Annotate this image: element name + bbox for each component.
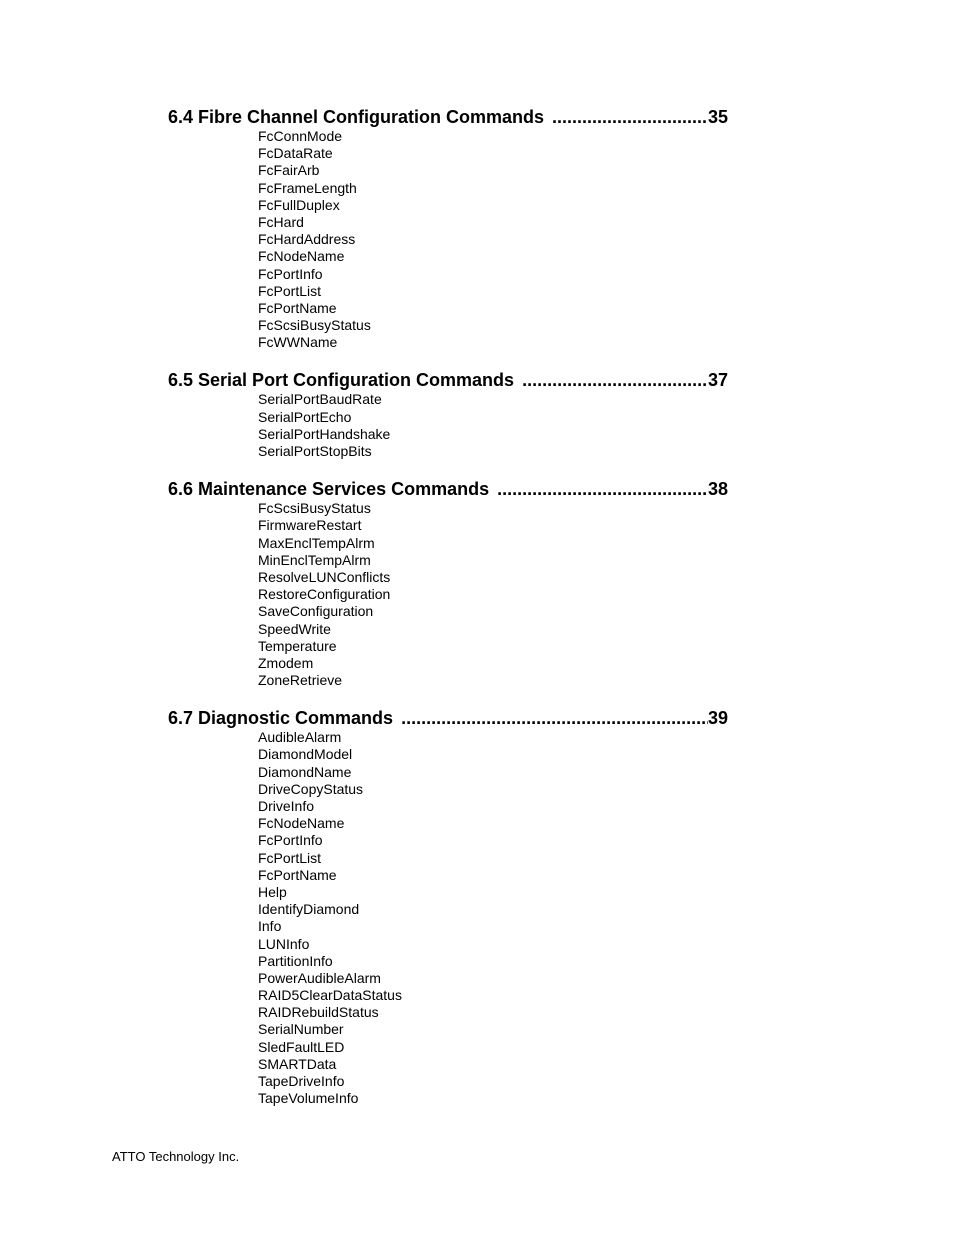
list-item: AudibleAlarm bbox=[258, 729, 342, 746]
section-heading[interactable] bbox=[168, 106, 728, 128]
toc-section-6-4 bbox=[168, 106, 728, 351]
list-item: FcPortName bbox=[258, 866, 337, 883]
list-item: FcConnMode bbox=[258, 128, 343, 144]
list-item: Zmodem bbox=[258, 654, 314, 671]
list-item: FcWWName bbox=[258, 334, 338, 351]
toc-section-6-6 bbox=[168, 478, 728, 689]
list-item: FcFullDuplex bbox=[258, 196, 340, 213]
list-item: FcPortInfo bbox=[258, 265, 323, 282]
list-item: MinEnclTempAlrm bbox=[258, 551, 371, 568]
section-title: 6.6 Maintenance Services Commands bbox=[168, 479, 490, 500]
list-item: DiamondName bbox=[258, 763, 352, 780]
list-item: FcScsiBusyStatus bbox=[258, 317, 371, 334]
section-page-number: 37 bbox=[707, 370, 728, 391]
list-item: ZoneRetrieve bbox=[258, 672, 343, 689]
section-heading[interactable] bbox=[168, 707, 728, 729]
section-title: 6.5 Serial Port Configuration Commands bbox=[168, 370, 515, 391]
list-item: TapeVolumeInfo bbox=[258, 1090, 359, 1107]
list-item: SerialPortHandshake bbox=[258, 425, 391, 442]
section-title: 6.7 Diagnostic Commands bbox=[168, 708, 394, 729]
list-item: DriveInfo bbox=[258, 798, 315, 814]
list-item: RAIDRebuildStatus bbox=[258, 1004, 379, 1021]
dot-leader bbox=[497, 478, 708, 500]
list-item: FcDataRate bbox=[258, 145, 333, 162]
toc-section-6-7 bbox=[168, 707, 728, 1107]
command-list bbox=[168, 729, 728, 1107]
list-item: IdentifyDiamond bbox=[258, 901, 360, 918]
list-item: SerialNumber bbox=[258, 1021, 344, 1038]
list-item: PowerAudibleAlarm bbox=[258, 969, 381, 986]
list-item: Temperature bbox=[258, 637, 337, 654]
list-item: TapeDriveInfo bbox=[258, 1073, 345, 1089]
list-item: FcFairArb bbox=[258, 162, 320, 179]
list-item: FcPortList bbox=[258, 282, 322, 299]
list-item: SaveConfiguration bbox=[258, 603, 374, 620]
section-heading[interactable] bbox=[168, 369, 728, 391]
list-item: FcFrameLength bbox=[258, 179, 357, 196]
dot-leader bbox=[401, 707, 708, 729]
list-item: PartitionInfo bbox=[258, 952, 333, 969]
list-item: FcHard bbox=[258, 213, 304, 230]
list-item: FcPortInfo bbox=[258, 832, 323, 849]
list-item: ResolveLUNConflicts bbox=[258, 568, 391, 585]
list-item: SledFaultLED bbox=[258, 1038, 345, 1055]
dot-leader bbox=[552, 106, 708, 128]
section-page-number: 35 bbox=[707, 107, 728, 127]
command-list bbox=[168, 391, 728, 460]
list-item: DriveCopyStatus bbox=[258, 780, 364, 797]
dot-leader bbox=[522, 369, 708, 391]
list-item: SerialPortStopBits bbox=[258, 443, 372, 459]
list-item: MaxEnclTempAlrm bbox=[258, 534, 375, 551]
list-item: SerialPortEcho bbox=[258, 408, 352, 425]
section-title: 6.4 Fibre Channel Configuration Commands bbox=[168, 107, 545, 127]
page-footer-company: ATTO Technology Inc. bbox=[112, 1149, 240, 1164]
toc-section-6-5 bbox=[168, 369, 728, 460]
section-page-number: 39 bbox=[707, 708, 728, 729]
list-item: LUNInfo bbox=[258, 935, 310, 952]
section-page-number: 38 bbox=[707, 479, 728, 500]
table-of-contents bbox=[168, 106, 728, 1125]
list-item: FirmwareRestart bbox=[258, 517, 362, 534]
list-item: SMARTData bbox=[258, 1055, 337, 1072]
list-item: RestoreConfiguration bbox=[258, 586, 391, 603]
command-list bbox=[168, 500, 728, 689]
section-heading[interactable] bbox=[168, 478, 728, 500]
list-item: FcHardAddress bbox=[258, 231, 356, 248]
list-item: RAID5ClearDataStatus bbox=[258, 987, 402, 1004]
list-item: SpeedWrite bbox=[258, 620, 331, 637]
list-item: SerialPortBaudRate bbox=[258, 391, 382, 408]
list-item: FcPortName bbox=[258, 299, 337, 316]
command-list bbox=[168, 128, 728, 351]
list-item: Info bbox=[258, 918, 282, 935]
list-item: DiamondModel bbox=[258, 746, 353, 763]
list-item: FcScsiBusyStatus bbox=[258, 500, 371, 517]
list-item: Help bbox=[258, 883, 287, 900]
list-item: FcNodeName bbox=[258, 815, 345, 832]
list-item: FcPortList bbox=[258, 849, 322, 866]
list-item: FcNodeName bbox=[258, 248, 345, 265]
